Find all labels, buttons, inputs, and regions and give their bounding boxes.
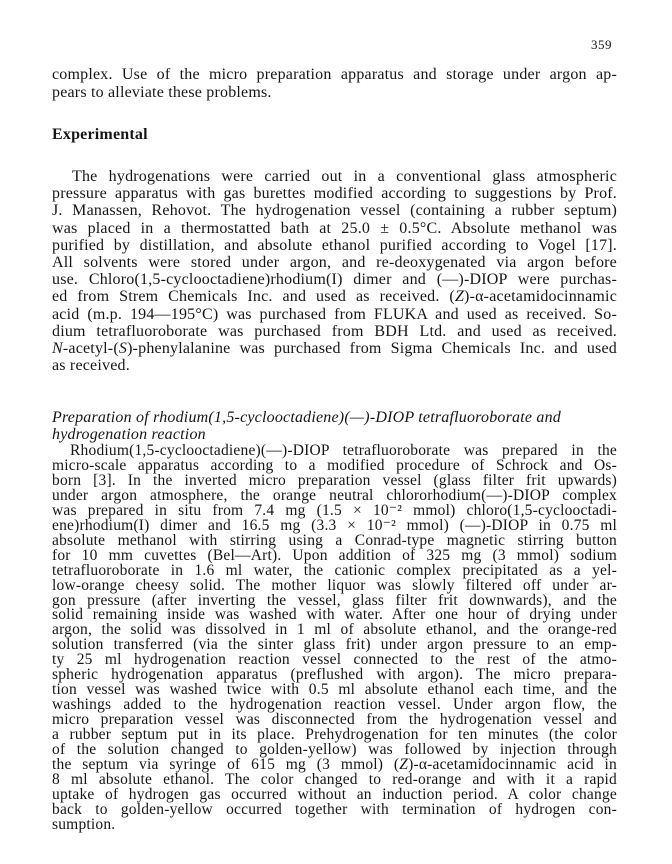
text-line: sumption. [52, 815, 116, 833]
italic-text: Z [399, 756, 409, 774]
text-line: as received. [52, 357, 130, 375]
preparation-paragraph [52, 444, 617, 833]
italic-text: S [118, 340, 128, 358]
text-line: tion vessel was washed twice with 0.5 ml absolute ethanol each time, and the [52, 681, 617, 699]
text-line: back to golden-yellow occurred together with termination of hydrogen con- [52, 800, 617, 818]
text-segment: -acetyl-( [62, 340, 119, 358]
text-line: Preparation of rhodium(1,5-cyclooctadiene)(—)-DIOP tetrafluoroborate and [52, 409, 561, 426]
text-line: use. Chloro(1,5-cyclooctadiene)rhodium(I) dimer and (—)-DIOP were purchas- [52, 271, 617, 289]
page-number: 359 [591, 37, 612, 52]
intro-paragraph [52, 66, 617, 102]
text-line: solution transferred (via the sinter glass frit) under argon pressure to an emp- [52, 636, 617, 654]
text-line: micro preparation vessel was disconnected from the hydrogenation vessel and [52, 711, 617, 729]
text-line: J. Manassen, Rehovot. The hydrogenation vessel (containing a rubber septum) [52, 202, 617, 220]
text-line: gon pressure (after inverting the vessel, glass filter frit downwards), and the [52, 591, 617, 609]
text-line: micro-scale apparatus according to a modified procedure of Schrock and Os- [52, 456, 617, 474]
text-line: for 10 mm cuvettes (Bel—Art). Upon addition of 325 mg (3 mmol) sodium [52, 546, 617, 564]
text-line: of the solution changed to golden-yellow) was followed by injection through [52, 741, 617, 759]
text-line: low-orange cheesy solid. The mother liquor was slowly filtered off under ar- [52, 576, 617, 594]
text-line: ty 25 ml hydrogenation reaction vessel connected to the rest of the atmo- [52, 651, 617, 669]
text-line: dium tetrafluoroborate was purchased from BDH Ltd. and used as received. [52, 322, 617, 340]
text-line: was prepared in situ from 7.4 mg (1.5 × 10⁻² mmol) chloro(1,5-cyclooctadi- [52, 501, 617, 519]
text-line: was placed in a thermostatted bath at 25.0 ± 0.5°C. Absolute methanol was [52, 219, 617, 237]
text-line: born [3]. In the inverted micro preparation vessel (glass filter frit upwards) [52, 471, 617, 489]
text-line: All solvents were stored under argon, and re-deoxygenated via argon before [52, 254, 617, 272]
text-line: ene)rhodium(I) dimer and 16.5 mg (3.3 × 10⁻² mmol) (—)-DIOP in 0.75 ml [52, 516, 617, 534]
text-line: purified by distillation, and absolute ethanol purified according to Vogel [17]. [52, 236, 617, 254]
text-line: complex. Use of the micro preparation apparatus and storage under argon ap- [52, 66, 617, 83]
text-segment: )-phenylalanine was purchased from Sigma Chemicals Inc. and used [127, 340, 617, 358]
text-line: argon, the solid was dissolved in 1 ml of absolute ethanol, and the orange-red [52, 621, 617, 639]
text-line: a rubber septum put in its place. Prehydrogenation for ten minutes (the color [52, 726, 617, 744]
text-line: spheric hydrogenation apparatus (preflushed with argon). The micro prepara- [52, 666, 617, 684]
text-line: 8 ml absolute ethanol. The color changed to red-orange and with it a rapid [52, 770, 617, 788]
text-segment: the septum via syringe of 615 mg (3 mmol) ( [52, 756, 400, 774]
italic-text: N [52, 340, 63, 358]
text-line [52, 288, 617, 305]
subsection-heading-preparation [52, 409, 617, 443]
text-segment: )-α-acetamidocinnamic [464, 288, 617, 306]
text-line: solid remaining inside was washed with water. After one hour of drying under [52, 606, 617, 624]
text-line: hydrogenation reaction [52, 426, 206, 443]
text-line: pears to alleviate these problems. [52, 84, 272, 101]
text-segment: )-α-acetamidocinnamic acid in [408, 756, 617, 774]
text-line: The hydrogenations were carried out in a conventional glass atmospheric [72, 168, 617, 185]
text-segment: ed from Strem Chemicals Inc. and used as received. ( [52, 288, 455, 306]
text-line: absolute methanol with stirring using a Conrad-type magnetic stirring button [52, 531, 617, 549]
text-line: under argon atmosphere, the orange neutral chlororhodium(—)-DIOP complex [52, 486, 617, 504]
text-line: washings added to the hydrogenation reaction vessel. Under argon flow, the [52, 696, 617, 714]
text-line: Rhodium(1,5-cyclooctadiene)(—)-DIOP tetrafluoroborate was prepared in the [70, 442, 617, 459]
section-heading-experimental: Experimental [52, 126, 148, 143]
text-line: pressure apparatus with gas burettes modified according to suggestions by Prof. [52, 185, 617, 203]
text-line: tetrafluoroborate in 1.6 ml water, the cationic complex precipitated as a yel- [52, 561, 617, 579]
experimental-paragraph [52, 168, 617, 374]
text-line: uptake of hydrogen gas occurred without an induction period. A color change [52, 785, 617, 803]
text-line: acid (m.p. 194—195°C) was purchased from FLUKA and used as received. So- [52, 305, 617, 323]
text-line [52, 340, 617, 357]
italic-text: Z [454, 288, 465, 306]
